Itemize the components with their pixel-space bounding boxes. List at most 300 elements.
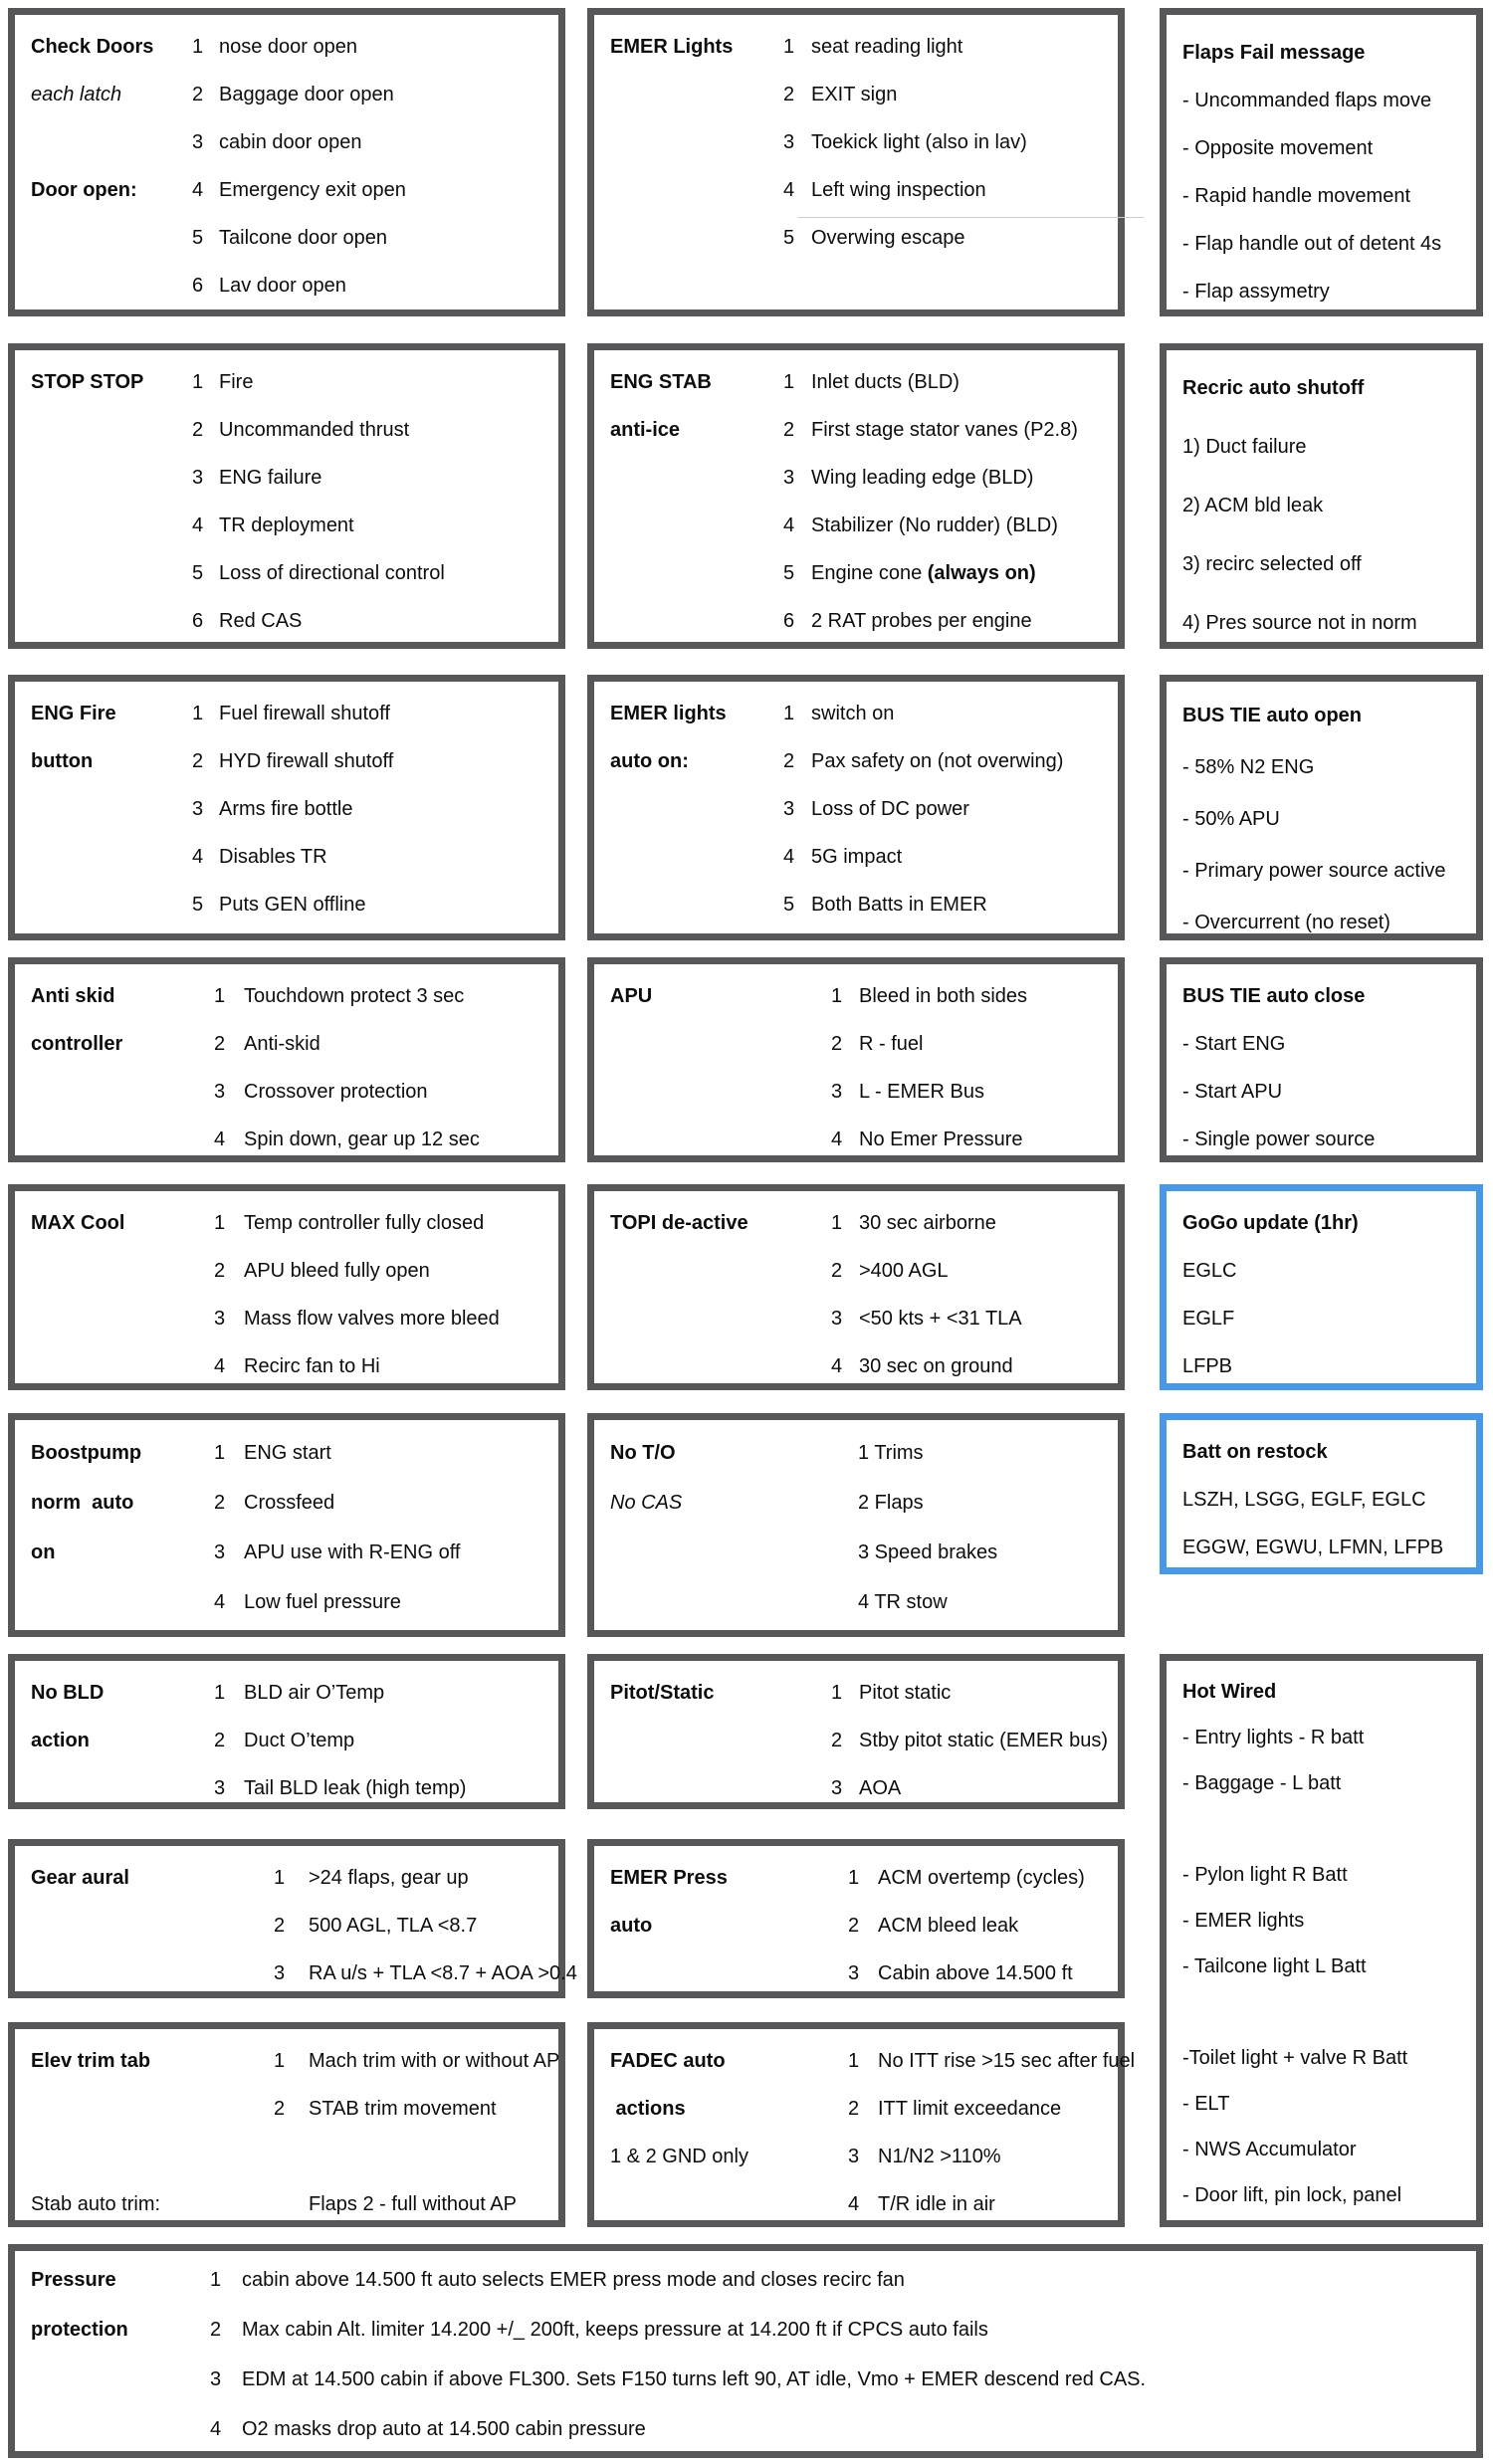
item-text: No Emer Pressure <box>859 1129 1023 1150</box>
row <box>15 2305 1476 2355</box>
row-label: - Primary power source active <box>1182 860 1446 882</box>
row-label: Flaps Fail message <box>1182 42 1366 64</box>
item-text: Disables TR <box>219 846 327 868</box>
item-number: 4 <box>848 2193 860 2215</box>
row <box>15 881 558 928</box>
row-label: action <box>31 1730 90 1751</box>
item-number: 1 <box>214 1212 226 1234</box>
item-text: Duct O’temp <box>244 1730 355 1751</box>
row <box>594 2085 1118 2133</box>
item-number: 3 <box>831 1081 843 1103</box>
item-number: 3 <box>831 1308 843 1330</box>
card-pressure-protection <box>8 2244 1483 2458</box>
item-text: >24 flaps, gear up <box>309 1867 469 1889</box>
item-text: Tailcone door open <box>219 227 388 249</box>
row <box>15 2085 558 2133</box>
item-text: ACM overtemp (cycles) <box>878 1867 1085 1889</box>
item-text: Flaps 2 - full without AP <box>309 2193 517 2215</box>
row-label: Gear aural <box>31 1867 129 1889</box>
card-emer-lights-auto-on <box>587 675 1125 940</box>
row <box>15 1342 558 1390</box>
item-number: 1 <box>274 1867 286 1889</box>
row <box>15 1199 558 1247</box>
row <box>15 833 558 881</box>
item-number: 2 <box>831 1260 843 1282</box>
item-text: EXIT sign <box>811 84 898 105</box>
row <box>1167 1989 1476 2035</box>
row <box>1167 1476 1476 1524</box>
item-number: 3 <box>274 1962 286 1984</box>
row <box>15 1717 558 1764</box>
row <box>1167 358 1476 417</box>
row-label: EMER lights <box>610 703 727 724</box>
row-label: GoGo update (1hr) <box>1182 1212 1359 1234</box>
item-number: 1 <box>214 1442 226 1464</box>
row-label: - Single power source <box>1182 1129 1376 1150</box>
item-text: N1/N2 >110% <box>878 2146 1001 2167</box>
item-text: HYD firewall shutoff <box>219 750 394 772</box>
row <box>594 71 1118 118</box>
item-text: Lav door open <box>219 275 346 297</box>
item-number: 3 <box>783 467 795 489</box>
item-number: 1 <box>783 371 795 393</box>
row-label: LFPB <box>1182 1355 1233 1377</box>
row <box>15 2180 558 2228</box>
item-number: 4 <box>192 846 204 868</box>
item-text: Pitot static <box>859 1682 952 1704</box>
row <box>15 1116 558 1163</box>
item-text: 5G impact <box>811 846 903 868</box>
row-label: Batt on restock <box>1182 1441 1328 1463</box>
item-text: AOA <box>859 1777 902 1799</box>
row-label: - Overcurrent (no reset) <box>1182 912 1390 933</box>
card-fadec-auto-actions <box>587 2022 1136 2227</box>
row-label: auto <box>610 1915 653 1937</box>
row <box>1167 793 1476 845</box>
item-number: 2 <box>831 1730 843 1751</box>
item-number: 4 <box>783 846 795 868</box>
item-text: R - fuel <box>859 1033 924 1055</box>
row-label: EGGW, EGWU, LFMN, LFPB <box>1182 1537 1444 1558</box>
row-label: - Opposite movement <box>1182 137 1374 159</box>
row-label: - Start ENG <box>1182 1033 1286 1055</box>
row-label: -Toilet light + valve R Batt <box>1182 2047 1408 2069</box>
item-number: 4 <box>831 1129 843 1150</box>
row <box>15 502 558 549</box>
item-text: First stage stator vanes (P2.8) <box>811 419 1078 441</box>
item-text: cabin above 14.500 ft auto selects EMER press mode and closes recirc fan <box>242 2269 905 2291</box>
item-text: Mach trim with or without AP <box>309 2050 560 2072</box>
row <box>15 1854 558 1902</box>
item-number: 5 <box>783 227 795 249</box>
card-bus-tie-auto-open <box>1160 675 1483 940</box>
item-text: 30 sec on ground <box>859 1355 1013 1377</box>
row <box>1167 1944 1476 1989</box>
row-label: 2) ACM bld leak <box>1182 494 1324 516</box>
item-text: Temp controller fully closed <box>244 1212 485 1234</box>
item-number: 4 <box>783 514 795 536</box>
item-number: 4 <box>214 1355 226 1377</box>
row <box>15 1764 558 1812</box>
row <box>1167 2127 1476 2172</box>
item-number: 3 <box>783 131 795 153</box>
row-label: Hot Wired <box>1182 1681 1277 1703</box>
card-gear-aural <box>8 1839 577 1998</box>
row <box>594 406 1118 454</box>
row-label: - Pylon light R Batt <box>1182 1864 1348 1886</box>
item-text: Cabin above 14.500 ft <box>878 1962 1073 1984</box>
item-text: Touchdown protect 3 sec <box>244 985 465 1007</box>
row <box>1167 534 1476 593</box>
row <box>1167 1760 1476 1806</box>
row <box>594 1428 1118 1478</box>
item-text: Tail BLD leak (high temp) <box>244 1777 467 1799</box>
row <box>594 1295 1118 1342</box>
row <box>594 1528 1118 1577</box>
row-label: each latch <box>31 84 122 105</box>
row <box>594 1478 1118 1528</box>
item-number: 3 <box>848 1962 860 1984</box>
row-label: - Flap assymetry <box>1182 281 1330 303</box>
item-number: 2 <box>274 2098 286 2120</box>
card-anti-skid-controller <box>8 957 565 1162</box>
item-number: 4 <box>192 514 204 536</box>
item-number: 3 <box>214 1541 226 1563</box>
row <box>594 1116 1118 1163</box>
row <box>15 549 558 597</box>
row-label: Pressure <box>31 2269 116 2291</box>
item-text: RA u/s + TLA <8.7 + AOA >0.4 <box>309 1962 577 1984</box>
item-text: Recirc fan to Hi <box>244 1355 380 1377</box>
row <box>1167 172 1476 220</box>
row <box>15 262 558 309</box>
row <box>594 454 1118 502</box>
item-text: O2 masks drop auto at 14.500 cabin pressure <box>242 2418 646 2440</box>
item-number: 4 <box>214 1129 226 1150</box>
row-label: No CAS <box>610 1492 683 1514</box>
row <box>15 1577 558 1627</box>
row-label: EGLC <box>1182 1260 1237 1282</box>
row <box>1167 1669 1476 1715</box>
row-label: EGLF <box>1182 1308 1235 1330</box>
row <box>1167 845 1476 897</box>
item-text: 30 sec airborne <box>859 1212 996 1234</box>
item-text-bold: (always on) <box>927 562 1036 584</box>
row-label: - EMER lights <box>1182 1910 1305 1932</box>
row <box>1167 593 1476 652</box>
item-number: 3 <box>783 798 795 820</box>
item-number: 3 <box>848 2146 860 2167</box>
row-label: MAX Cool <box>31 1212 125 1234</box>
item-number: 1 <box>274 2050 286 2072</box>
row <box>1167 220 1476 268</box>
row <box>1167 1068 1476 1116</box>
row <box>15 1295 558 1342</box>
row <box>594 1068 1118 1116</box>
row-label: - Tailcone light L Batt <box>1182 1955 1367 1977</box>
item-number: 1 <box>214 985 226 1007</box>
item-text: Crossover protection <box>244 1081 428 1103</box>
item-text: L - EMER Bus <box>859 1081 984 1103</box>
card-eng-fire-button <box>8 675 565 940</box>
row <box>594 2133 1118 2180</box>
item-text: Bleed in both sides <box>859 985 1028 1007</box>
item-number: 4 <box>214 1591 226 1613</box>
row <box>594 166 1118 214</box>
row <box>594 214 1118 262</box>
item-number: 2 <box>848 1915 860 1937</box>
row-label: Check Doors <box>31 36 154 58</box>
item-number: 5 <box>192 894 204 916</box>
row <box>594 1902 1118 1950</box>
row-label: - ELT <box>1182 2093 1230 2115</box>
card-boostpump <box>8 1413 565 1637</box>
row-label: button <box>31 750 94 772</box>
row <box>1167 972 1476 1020</box>
row-label: Boostpump <box>31 1442 142 1464</box>
card-no-bld-action <box>8 1654 565 1809</box>
row-label: Anti skid <box>31 985 115 1007</box>
row <box>594 1342 1118 1390</box>
row <box>594 833 1118 881</box>
item-text: nose door open <box>219 36 358 58</box>
item-number: 5 <box>783 562 795 584</box>
row <box>594 2180 1118 2228</box>
item-text: Arms fire bottle <box>219 798 353 820</box>
row <box>1167 897 1476 948</box>
item-number: 4 <box>192 179 204 201</box>
item-number: 1 <box>783 36 795 58</box>
row-label: - Rapid handle movement <box>1182 185 1411 207</box>
item-number: 1 <box>214 1682 226 1704</box>
row-label: No BLD <box>31 1682 105 1704</box>
item-number: 3 <box>192 798 204 820</box>
item-text: Spin down, gear up 12 sec <box>244 1129 480 1150</box>
row-label: 1 & 2 GND only <box>610 2146 748 2167</box>
row <box>594 1950 1118 1997</box>
item-text: Left wing inspection <box>811 179 986 201</box>
item-text: Uncommanded thrust <box>219 419 410 441</box>
item-number: 4 <box>210 2418 222 2440</box>
row <box>15 406 558 454</box>
row <box>1167 690 1476 741</box>
item-number: 2 <box>214 1730 226 1751</box>
row-label: - Entry lights - R batt <box>1182 1727 1365 1748</box>
row-label: - Uncommanded flaps move <box>1182 90 1432 111</box>
card-flaps-fail-message <box>1160 8 1483 316</box>
item-text: T/R idle in air <box>878 2193 995 2215</box>
row <box>1167 77 1476 124</box>
item-text: Stby pitot static (EMER bus) <box>859 1730 1109 1751</box>
row-label: No T/O <box>610 1442 676 1464</box>
item-text: Mass flow valves more bleed <box>244 1308 500 1330</box>
row <box>15 71 558 118</box>
item-text: seat reading light <box>811 36 963 58</box>
row-label: 4) Pres source not in norm <box>1182 611 1417 634</box>
row-label: anti-ice <box>610 419 681 441</box>
row <box>15 1068 558 1116</box>
item-text: Wing leading edge (BLD) <box>811 467 1034 489</box>
row <box>1167 2172 1476 2218</box>
item-number: 2 <box>192 84 204 105</box>
row <box>15 597 558 645</box>
row <box>594 1717 1118 1764</box>
card-hot-wired <box>1160 1654 1483 2227</box>
row-label: TOPI de-active <box>610 1212 748 1234</box>
item-text: switch on <box>811 703 895 724</box>
row-label: STOP STOP <box>31 371 144 393</box>
item-text: BLD air O’Temp <box>244 1682 385 1704</box>
item-number: 1 <box>831 1212 843 1234</box>
item-text: 3 Speed brakes <box>858 1541 998 1563</box>
item-number: 1 <box>848 1867 860 1889</box>
card-batt-on-restock <box>1160 1413 1483 1574</box>
row <box>15 118 558 166</box>
card-recric-auto-shutoff <box>1160 343 1483 649</box>
item-text: No ITT rise >15 sec after fuel <box>878 2050 1136 2072</box>
card-elev-trim-tab <box>8 2022 565 2227</box>
item-number: 3 <box>831 1777 843 1799</box>
row-label: Elev trim tab <box>31 2050 151 2072</box>
row <box>1167 1524 1476 1571</box>
item-text: APU bleed fully open <box>244 1260 430 1282</box>
row <box>15 737 558 785</box>
item-number: 6 <box>192 275 204 297</box>
row-label: Pitot/Static <box>610 1682 715 1704</box>
item-text: EDM at 14.500 cabin if above FL300. Sets F150 turns left 90, AT idle, Vmo + EMER descend red CAS. <box>242 2368 1147 2390</box>
row-label: EMER Press <box>610 1867 728 1889</box>
row <box>1167 124 1476 172</box>
row <box>1167 1715 1476 1760</box>
item-number: 5 <box>783 894 795 916</box>
row <box>15 2355 1476 2404</box>
item-text: Toekick light (also in lav) <box>811 131 1027 153</box>
card-no-to-no-cas <box>587 1413 1125 1637</box>
row-label: ENG Fire <box>31 703 116 724</box>
item-number: 5 <box>192 562 204 584</box>
item-number: 1 <box>831 1682 843 1704</box>
row <box>594 690 1118 737</box>
row <box>1167 476 1476 534</box>
row-label: APU <box>610 985 653 1007</box>
item-number: 3 <box>192 467 204 489</box>
item-number: 3 <box>214 1081 226 1103</box>
row <box>15 1902 558 1950</box>
item-text: Loss of DC power <box>811 798 969 820</box>
item-text: Crossfeed <box>244 1492 335 1514</box>
card-check-doors <box>8 8 565 316</box>
row <box>15 214 558 262</box>
card-emer-lights <box>587 8 1125 316</box>
row-label: protection <box>31 2319 128 2341</box>
row <box>15 690 558 737</box>
row <box>15 1247 558 1295</box>
row <box>15 1950 577 1997</box>
row <box>15 2037 558 2085</box>
item-number: 1 <box>210 2269 222 2291</box>
row-label: - Flap handle out of detent 4s <box>1182 233 1442 255</box>
row <box>15 1669 558 1717</box>
row-label: - Start APU <box>1182 1081 1283 1103</box>
row <box>1167 1116 1476 1163</box>
item-text: TR deployment <box>219 514 354 536</box>
item-text: Low fuel pressure <box>244 1591 401 1613</box>
item-text: Max cabin Alt. limiter 14.200 +/_ 200ft, keeps pressure at 14.200 ft if CPCS auto fails <box>242 2319 988 2341</box>
row <box>1167 1852 1476 1898</box>
row <box>594 1247 1118 1295</box>
card-apu <box>587 957 1125 1162</box>
row-label: - 58% N2 ENG <box>1182 756 1315 778</box>
item-number: 2 <box>214 1260 226 1282</box>
item-text: Fire <box>219 371 254 393</box>
item-number: 4 <box>783 179 795 201</box>
row <box>15 972 558 1020</box>
card-topi-de-active <box>587 1184 1125 1390</box>
item-number: 2 <box>831 1033 843 1055</box>
row <box>15 1428 558 1478</box>
item-text: Anti-skid <box>244 1033 320 1055</box>
item-text: 4 TR stow <box>858 1591 948 1613</box>
item-text: Pax safety on (not overwing) <box>811 750 1064 772</box>
row-label: norm auto <box>31 1492 134 1514</box>
item-number: 3 <box>214 1308 226 1330</box>
row-label: ENG STAB <box>610 371 712 393</box>
row <box>594 2037 1136 2085</box>
row <box>594 549 1118 597</box>
item-number: 2 <box>848 2098 860 2120</box>
row-label: - Door lift, pin lock, panel <box>1182 2184 1402 2206</box>
item-text: Red CAS <box>219 610 303 632</box>
row-label: LSZH, LSGG, EGLF, EGLC <box>1182 1489 1426 1511</box>
row <box>15 785 558 833</box>
row <box>1167 1020 1476 1068</box>
row <box>1167 1199 1476 1247</box>
row-label: - NWS Accumulator <box>1182 2139 1357 2160</box>
row <box>15 454 558 502</box>
row <box>594 118 1118 166</box>
item-number: 6 <box>192 610 204 632</box>
row <box>594 737 1118 785</box>
row <box>1167 29 1476 77</box>
row-label: auto on: <box>610 750 689 772</box>
item-number: 2 <box>783 750 795 772</box>
row <box>1167 741 1476 793</box>
card-max-cool <box>8 1184 565 1390</box>
card-stop-stop <box>8 343 565 649</box>
item-number: 2 <box>210 2319 222 2341</box>
item-number: 2 <box>274 1915 286 1937</box>
row <box>594 502 1118 549</box>
item-text: Engine cone (always on) <box>811 562 1036 584</box>
item-text: ENG failure <box>219 467 322 489</box>
row <box>1167 268 1476 315</box>
row-label: Door open: <box>31 179 137 201</box>
item-text: STAB trim movement <box>309 2098 497 2120</box>
row <box>1167 2035 1476 2081</box>
row-label: 1) Duct failure <box>1182 435 1307 458</box>
card-eng-stab-anti-ice <box>587 343 1125 649</box>
item-text: Overwing escape <box>811 227 965 249</box>
row-label: - 50% APU <box>1182 808 1280 830</box>
row <box>15 1478 558 1528</box>
row-label: EMER Lights <box>610 36 734 58</box>
row <box>594 1764 1118 1812</box>
item-number: 3 <box>210 2368 222 2390</box>
row <box>1167 1247 1476 1295</box>
row <box>594 597 1118 645</box>
item-number: 1 <box>192 703 204 724</box>
row <box>15 23 558 71</box>
